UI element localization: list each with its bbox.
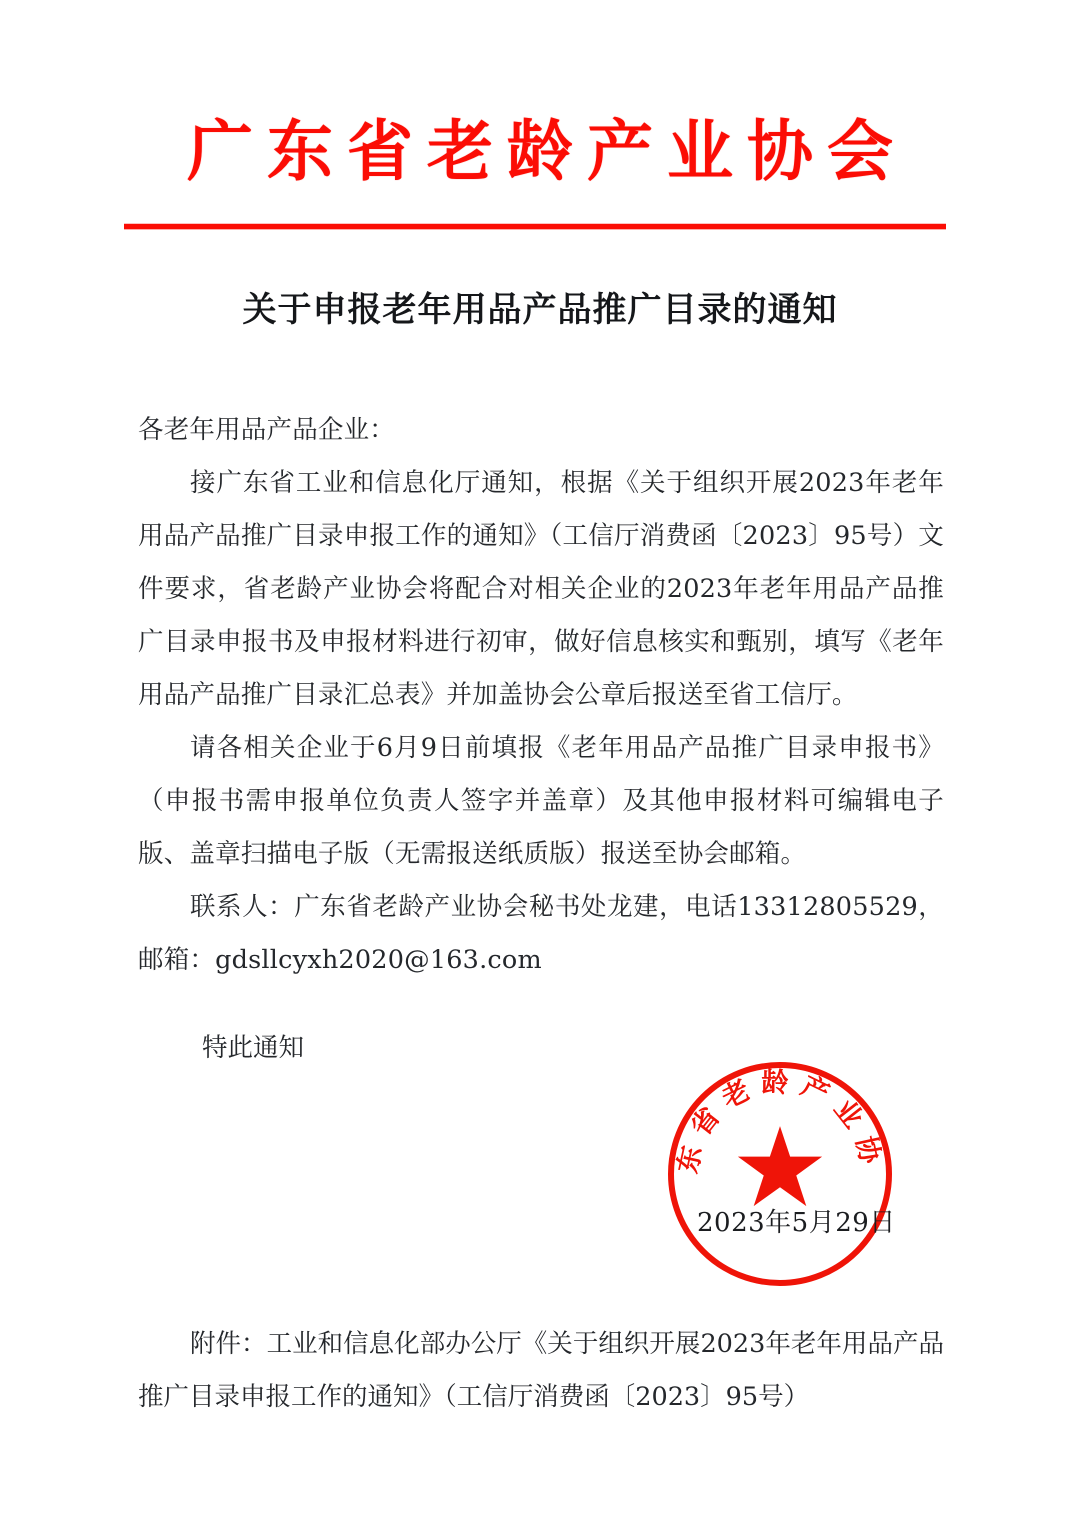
document-body xyxy=(138,404,944,987)
paragraph-contact: 联系人：广东省老龄产业协会秘书处龙建，电话13312805529，邮箱：gdsllcyxh2020@163.com xyxy=(138,892,944,975)
page-title: 关于申报老年用品产品推广目录的通知 xyxy=(242,290,838,330)
masthead xyxy=(0,112,1080,190)
five-pointed-star-icon xyxy=(737,1124,823,1210)
seal-date: 2023年5月29日 xyxy=(697,1208,896,1238)
organization-name: 广东省老龄产业协会 xyxy=(187,112,907,190)
closing-line: 特此通知 xyxy=(202,1033,305,1063)
official-seal xyxy=(649,1038,892,1286)
paragraph-2: 请各相关企业于6月9日前填报《老年用品产品推广目录申报书》（申报书需申报单位负责人签字并盖章）及其他申报材料可编辑电子版、盖章扫描电子版（无需报送纸质版）报送至协会邮箱。 xyxy=(138,733,944,869)
paragraph-1: 接广东省工业和信息化厅通知，根据《关于组织开展2023年老年用品产品推广目录申报工作的通知》（工信厅消费函〔2023〕95号）文件要求，省老龄产业协会将配合对相关企业的2023年老年用品产品推广目录申报书及申报材料进行初审，做好信息核实和甄别，填写《老年用品产品推广目录汇总表》并加盖协会公章后报送至省工信厅。 xyxy=(138,468,944,710)
masthead-divider-rule xyxy=(124,224,946,229)
salutation: 各老年用品产品企业： xyxy=(138,415,396,445)
attachment-reference: 附件：工业和信息化部办公厅《关于组织开展2023年老年用品产品推广目录申报工作的通知》（工信厅消费函〔2023〕95号） xyxy=(138,1329,944,1412)
seal-arc-label: 广东省老龄产业协会 xyxy=(649,1038,888,1177)
